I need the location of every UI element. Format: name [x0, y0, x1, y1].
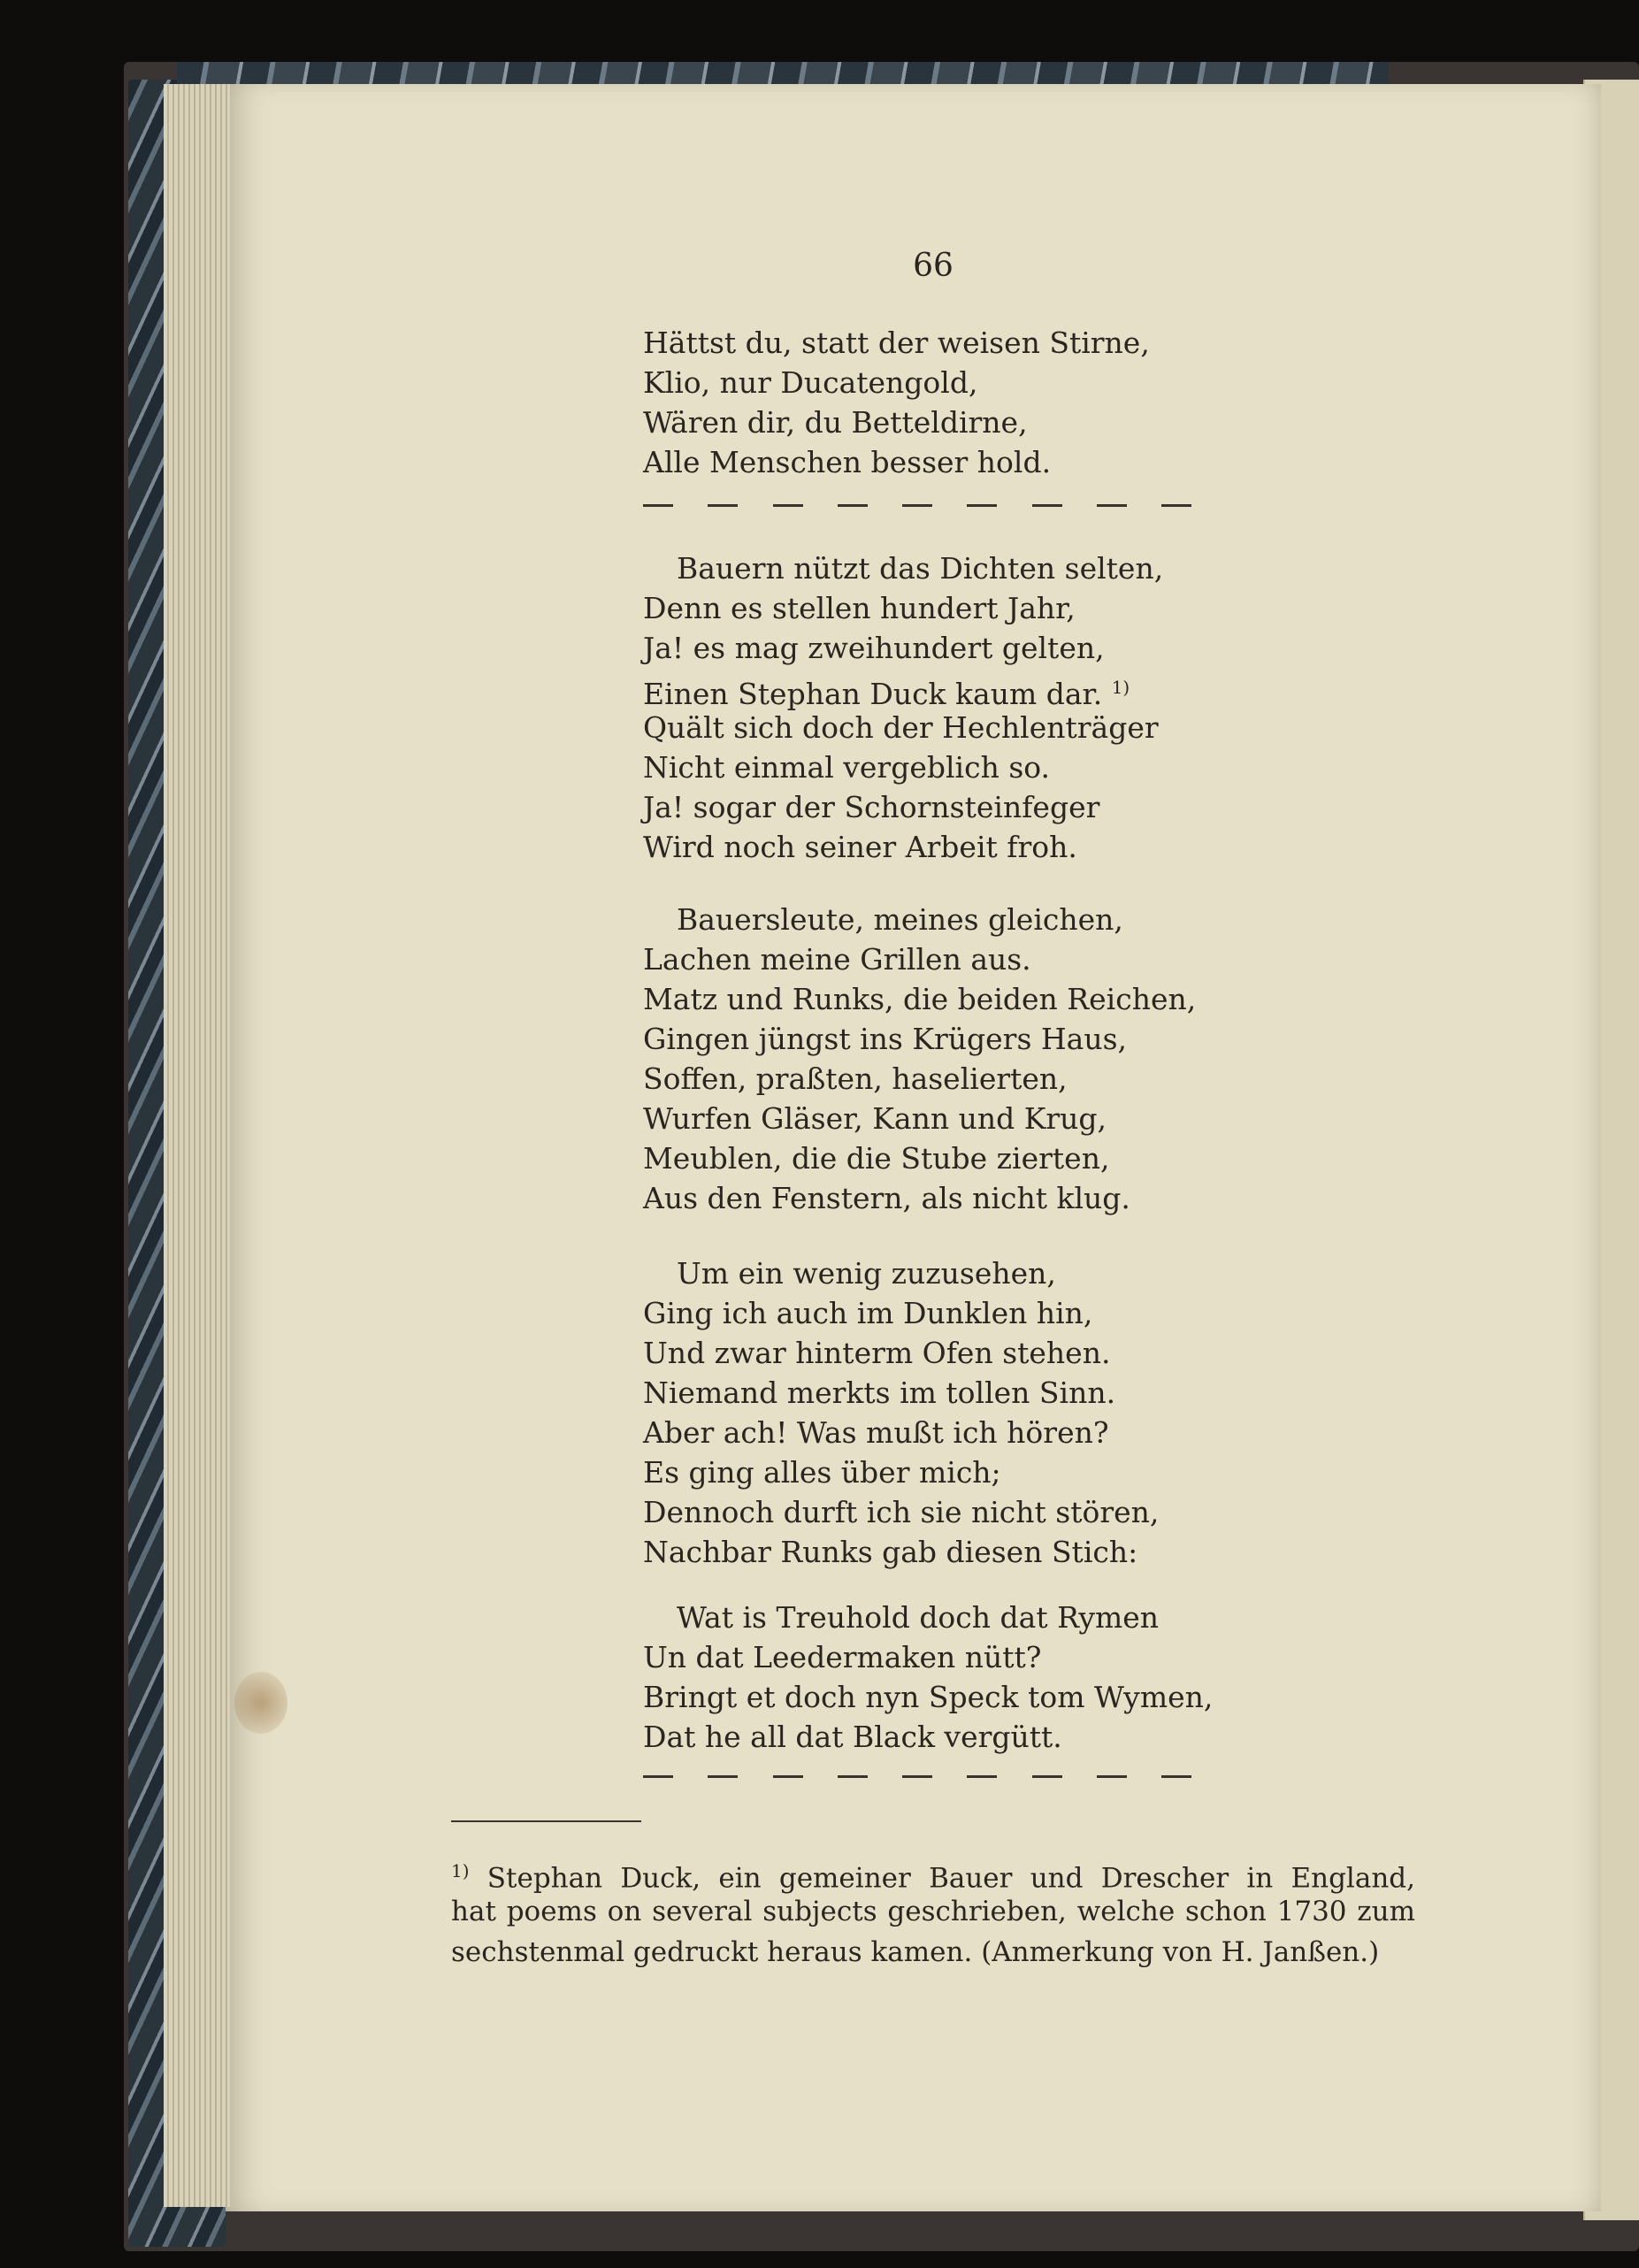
verse-line: Bringt et doch nyn Speck tom Wymen, [643, 1680, 1214, 1714]
dash-separator [643, 1775, 1191, 1779]
verse-line-text: Einen Stephan Duck kaum dar. [643, 677, 1103, 711]
verse-line: Lachen meine Grillen aus. [643, 942, 1031, 977]
footnote-marker: 1) [451, 1860, 470, 1881]
footnote-line: sechstenmal gedruckt heraus kamen. (Anmerkung von H. Janßen.) [451, 1936, 1380, 1968]
verse-line: Denn es stellen hundert Jahr, [643, 591, 1076, 625]
verse-line: Alle Menschen besser hold. [643, 445, 1052, 479]
verse-line: Dennoch durft ich sie nicht stören, [643, 1495, 1160, 1529]
stanza-3 [643, 900, 1209, 1218]
verse-line: Aber ach! Was mußt ich hören? [643, 1415, 1109, 1450]
verse-line: Wird noch seiner Arbeit froh. [643, 830, 1077, 864]
verse-line: Un dat Leedermaken nütt? [643, 1640, 1042, 1674]
verse-line: Und zwar hinterm Ofen stehen. [643, 1336, 1111, 1370]
verse-line: Ja! es mag zweihundert gelten, [643, 631, 1105, 665]
verse-line: Nachbar Runks gab diesen Stich: [643, 1535, 1138, 1569]
verse-line: Wären dir, du Betteldirne, [643, 405, 1028, 440]
verse-line: Quält sich doch der Hechlenträger [643, 710, 1159, 745]
stanza-2 [643, 548, 1209, 867]
dash-separator [643, 504, 1191, 508]
verse-line: Aus den Fenstern, als nicht klug. [643, 1181, 1130, 1215]
footnote-text: Stephan Duck, ein gemeiner Bauer und Drescher in England, [486, 1862, 1415, 1895]
verse-line: Bauern nützt das Dichten selten, [677, 551, 1164, 586]
verse-line: Ging ich auch im Dunklen hin, [643, 1296, 1093, 1330]
verse-line: Niemand merkts im tollen Sinn. [643, 1375, 1116, 1410]
stanza-5 [643, 1598, 1214, 1757]
footnote-line: hat poems on several subjects geschrieben, welche schon 1730 zum [451, 1896, 1415, 1927]
verse-line: Gingen jüngst ins Krügers Haus, [643, 1022, 1128, 1056]
verse-line: Nicht einmal vergeblich so. [643, 750, 1051, 785]
footnote-marker: 1) [1111, 677, 1130, 698]
verse-line: Wurfen Gläser, Kann und Krug, [643, 1101, 1107, 1136]
verse-line: Es ging alles über mich; [643, 1455, 1001, 1490]
footnote-line [451, 1850, 1415, 1895]
footnote-rule [451, 1820, 641, 1822]
footnote [451, 1850, 1415, 1973]
page-edges [164, 84, 230, 2207]
verse-line: Klio, nur Ducatengold, [643, 365, 978, 400]
stanza-4 [643, 1253, 1209, 1572]
verse-line: Ja! sogar der Schornsteinfeger [643, 790, 1100, 824]
page-stain [234, 1672, 287, 1734]
verse-line: Soffen, praßten, haselierten, [643, 1061, 1068, 1096]
verse-line: Wat is Treuhold doch dat Rymen [677, 1600, 1160, 1635]
verse-line: Hättst du, statt der weisen Stirne, [643, 326, 1150, 360]
verse-line: Matz und Runks, die beiden Reichen, [643, 982, 1197, 1016]
verse-line [643, 668, 1209, 711]
page-number: 66 [913, 248, 954, 284]
verse-line: Bauersleute, meines gleichen, [677, 902, 1123, 937]
verse-line: Meublen, die die Stube zierten, [643, 1141, 1110, 1176]
stanza-1 [643, 323, 1209, 482]
verse-line: Um ein wenig zuzusehen, [677, 1256, 1056, 1291]
verse-line: Dat he all dat Black vergütt. [643, 1720, 1062, 1754]
